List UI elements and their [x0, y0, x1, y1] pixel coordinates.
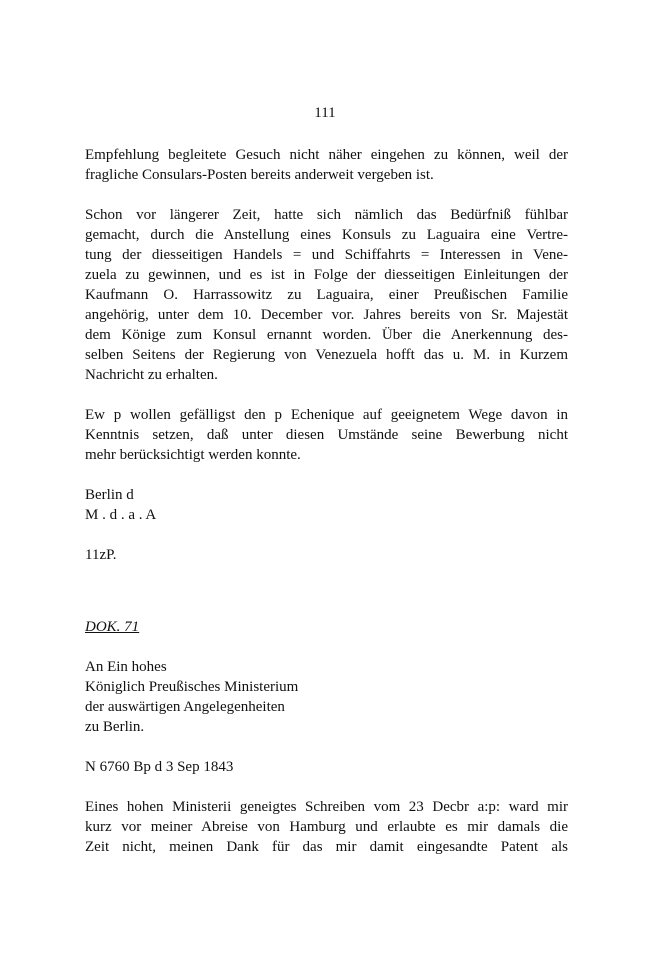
text-line: Nachricht zu erhalten. — [85, 367, 218, 383]
address-line: zu Berlin. — [85, 719, 145, 735]
text-line: fragliche Consulars-Posten bereits anderweit vergeben ist. — [85, 167, 434, 183]
closing-place: Berlin d — [85, 487, 134, 503]
text-line: Kaufmann O. Harrassowitz zu Laguaira, einer Preußischen Familie — [85, 287, 568, 303]
text-line: Empfehlung begleitete Gesuch nicht näher eingehen zu können, weil der — [85, 147, 568, 163]
text-line: Ew p wollen gefälligst den p Echenique auf geeignetem Wege davon in — [85, 407, 568, 423]
text-line: selben Seitens der Regierung von Venezuela hofft das u. M. in Kurzem — [85, 347, 568, 363]
paragraph-4 — [85, 797, 568, 857]
page-number: 111 — [314, 105, 336, 121]
address-line: Königlich Preußisches Ministerium — [85, 679, 299, 695]
closing-block — [85, 485, 568, 525]
reference-line: N 6760 Bp d 3 Sep 1843 — [85, 759, 234, 775]
closing-signature: M . d . a . A — [85, 507, 157, 523]
text-line: tung der diesseitigen Handels = und Schiffahrts = Interessen in Vene- — [85, 247, 568, 263]
text-line: Zeit nicht, meinen Dank für das mir damit eingesandte Patent als — [85, 839, 568, 855]
page-content — [85, 145, 568, 857]
paragraph-2 — [85, 205, 568, 385]
note-line: 11zP. — [85, 547, 117, 563]
text-line: Kenntnis setzen, daß unter diesen Umstände seine Bewerbung nicht — [85, 427, 568, 443]
text-line: dem Könige zum Konsul ernannt worden. Über die Anerkennung des- — [85, 327, 568, 343]
address-block — [85, 657, 568, 737]
text-line: Eines hohen Ministerii geneigtes Schreiben vom 23 Decbr a:p: ward mir — [85, 799, 568, 815]
text-line: zuela zu gewinnen, und es ist in Folge der diesseitigen Einleitungen der — [85, 267, 568, 283]
text-line: kurz vor meiner Abreise von Hamburg und erlaubte es mir damals die — [85, 819, 568, 835]
paragraph-1 — [85, 145, 568, 185]
text-line: mehr berücksichtigt werden konnte. — [85, 447, 301, 463]
address-line: An Ein hohes — [85, 659, 167, 675]
text-line: gemacht, durch die Anstellung eines Konsuls zu Laguaira eine Vertre- — [85, 227, 568, 243]
paragraph-3 — [85, 405, 568, 465]
address-line: der auswärtigen Angelegenheiten — [85, 699, 285, 715]
text-line: Schon vor längerer Zeit, hatte sich nämlich das Bedürfniß fühlbar — [85, 207, 568, 223]
document-heading: DOK. 71 — [85, 619, 140, 635]
text-line: angehörig, unter dem 10. December vor. Jahres bereits von Sr. Majestät — [85, 307, 568, 323]
